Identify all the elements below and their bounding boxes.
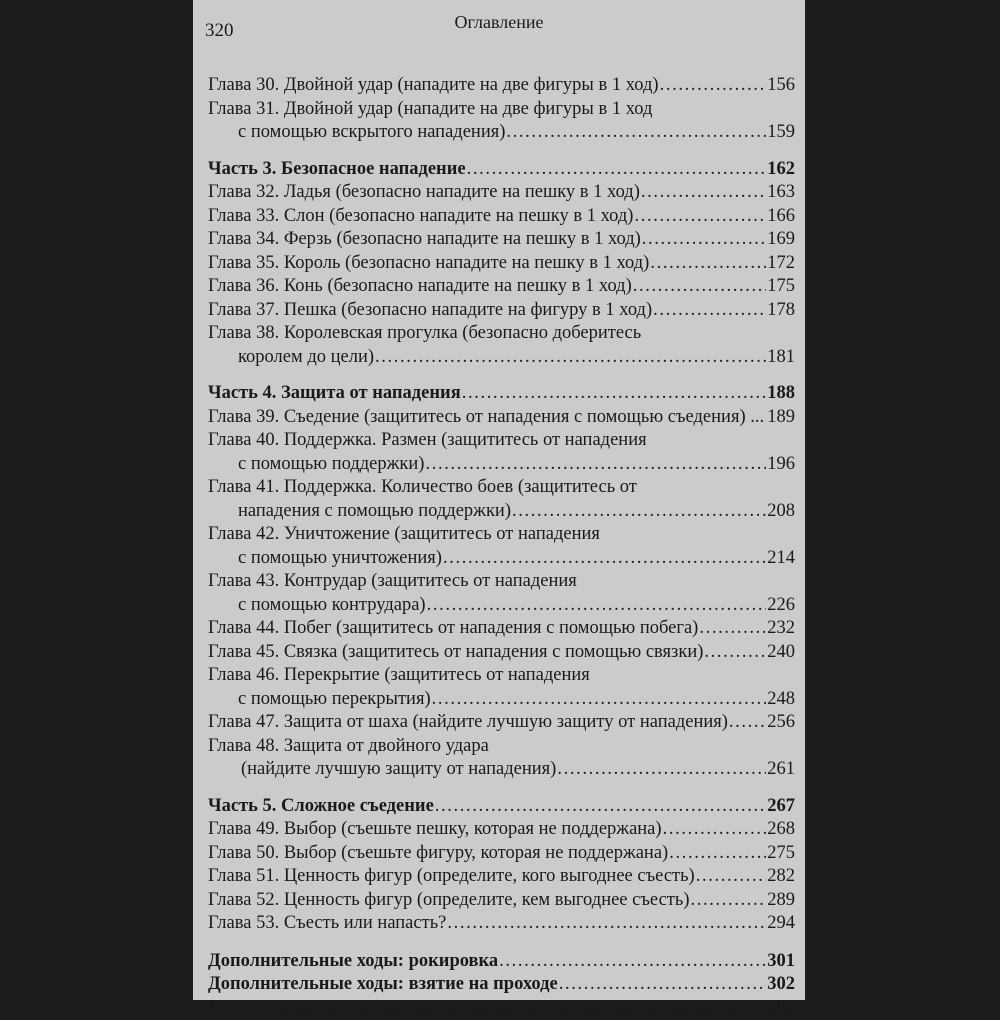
toc-entry-chapter-46-line1: Глава 46. Перекрытие (защититесь от нападения: [208, 664, 795, 688]
page-number: 320: [205, 20, 234, 42]
toc-entry-page: 162: [767, 158, 795, 182]
toc-entry-title: Глава 44. Побег (защититесь от нападения с помощью побега): [208, 617, 698, 641]
toc-entry-title: Глава 49. Выбор (съешьте пешку, которая не поддержана): [208, 818, 662, 842]
toc-entry-chapter-33: [208, 205, 795, 229]
toc-entry-chapter-49: [208, 818, 795, 842]
toc-part-title: Дополнительные ходы: взятие на проходе: [208, 973, 558, 997]
toc-entry-chapter-45: [208, 641, 795, 665]
dot-leader: [512, 500, 766, 524]
toc-entry-title: королем до цели): [238, 346, 374, 370]
toc-entry-page: 188: [767, 382, 795, 406]
toc-entry-page: 175: [767, 275, 795, 299]
toc-entry-title: с помощью перекрытия): [238, 688, 431, 712]
toc-entry-page: 214: [767, 547, 795, 571]
dot-leader: [663, 818, 767, 842]
toc-entry-chapter-43-line1: Глава 43. Контрудар (защититесь от нападения: [208, 570, 795, 594]
toc-entry-page: 294: [767, 912, 795, 936]
toc-entry-chapter-34: [208, 228, 795, 252]
toc-entry-page: 208: [767, 500, 795, 524]
toc-entry-page: 240: [767, 641, 795, 665]
dot-leader: [642, 228, 766, 252]
dot-leader: [557, 758, 766, 782]
dot-leader: [704, 641, 766, 665]
toc-entry-page: 232: [767, 617, 795, 641]
dot-leader: [690, 889, 766, 913]
toc-entry-chapter-42: [208, 547, 795, 571]
toc-entry-chapter-36: [208, 275, 795, 299]
toc-entry-page: 169: [767, 228, 795, 252]
dot-leader: [375, 346, 766, 370]
toc-entry-title: Глава 32. Ладья (безопасно нападите на пешку в 1 ход): [208, 181, 640, 205]
toc-part-5: [208, 795, 795, 819]
toc-entry-chapter-31: [208, 121, 795, 145]
toc-entry-page: 178: [767, 299, 795, 323]
toc-entry-page: 189: [767, 406, 795, 430]
toc-entry-chapter-51: [208, 865, 795, 889]
toc-entry-title: Глава 39. Съедение (защититесь от нападения с помощью съедения) ...: [208, 406, 764, 430]
toc-entry-page: 181: [767, 346, 795, 370]
toc-part-title: Часть 5. Сложное съедение: [208, 795, 434, 819]
dot-leader: [669, 842, 766, 866]
toc-entry-chapter-35: [208, 252, 795, 276]
toc-part-3: [208, 158, 795, 182]
dot-leader: [462, 382, 767, 406]
dot-leader: [633, 275, 767, 299]
toc-solutions: [208, 997, 795, 1020]
toc-entry-chapter-48-line1: Глава 48. Защита от двойного удара: [208, 735, 795, 759]
page-header: [193, 18, 805, 38]
toc-entry-page: 301: [767, 950, 795, 974]
toc-entry-page: 172: [767, 252, 795, 276]
toc-entry-chapter-42-line1: Глава 42. Уничтожение (защититесь от нападения: [208, 523, 795, 547]
toc-entry-title: Глава 37. Пешка (безопасно нападите на фигуру в 1 ход): [208, 299, 652, 323]
toc-entry-title: Глава 30. Двойной удар (нападите на две фигуры в 1 ход): [208, 74, 659, 98]
dot-leader: [432, 688, 767, 712]
toc-entry-title: Глава 53. Съесть или напасть?: [208, 912, 446, 936]
toc-entry-chapter-40-line1: Глава 40. Поддержка. Размен (защититесь от нападения: [208, 429, 795, 453]
toc-entry-page: 226: [767, 594, 795, 618]
toc-entry-title: с помощью поддержки): [238, 453, 424, 477]
toc-entry-title: Глава 52. Ценность фигур (определите, кем выгоднее съесть): [208, 889, 689, 913]
toc-entry-chapter-44: [208, 617, 795, 641]
toc-entry-page: 267: [767, 795, 795, 819]
toc-entry-chapter-41-line1: Глава 41. Поддержка. Количество боев (защититесь от: [208, 476, 795, 500]
toc-entry-page: 159: [767, 121, 795, 145]
toc-entry-chapter-43: [208, 594, 795, 618]
running-title: Оглавление: [193, 12, 805, 33]
toc-entry-title: Глава 50. Выбор (съешьте фигуру, которая не поддержана): [208, 842, 668, 866]
toc-entry-title: Глава 51. Ценность фигур (определите, кого выгоднее съесть): [208, 865, 695, 889]
toc-entry-page: 248: [767, 688, 795, 712]
dot-leader: [696, 865, 767, 889]
toc-part-title: Дополнительные ходы: рокировка: [208, 950, 498, 974]
dot-leader: [650, 252, 766, 276]
toc-entry-chapter-41: [208, 500, 795, 524]
toc-entry-page: 261: [767, 758, 795, 782]
toc-entry-page: 166: [767, 205, 795, 229]
toc-entry-title: нападения с помощью поддержки): [238, 500, 511, 524]
dot-leader: [653, 299, 766, 323]
toc-entry-title: Глава 47. Защита от шаха (найдите лучшую защиту от нападения): [208, 711, 728, 735]
dot-leader: [634, 205, 766, 229]
dot-leader: [699, 617, 766, 641]
toc-entry-chapter-53: [208, 912, 795, 936]
toc-entry-title: с помощью вскрытого нападения): [238, 121, 505, 145]
toc-entry-chapter-52: [208, 889, 795, 913]
toc-entry-chapter-40: [208, 453, 795, 477]
dot-leader: [467, 158, 767, 182]
toc-entry-title: с помощью уничтожения): [238, 547, 442, 571]
dot-leader: [660, 74, 767, 98]
dot-leader: [283, 997, 766, 1020]
toc-entry-chapter-46: [208, 688, 795, 712]
dot-leader: [559, 973, 767, 997]
toc-entry-chapter-39: [208, 406, 795, 430]
toc-entry-title: Глава 33. Слон (безопасно нападите на пешку в 1 ход): [208, 205, 633, 229]
toc-part-title: Часть 4. Защита от нападения: [208, 382, 461, 406]
toc-entry-page: 302: [767, 973, 795, 997]
toc-entry-chapter-48: [208, 758, 795, 782]
dot-leader: [506, 121, 766, 145]
dot-leader: [435, 795, 766, 819]
toc-entry-chapter-50: [208, 842, 795, 866]
toc-entry-page: 275: [767, 842, 795, 866]
toc-entry-page: 196: [767, 453, 795, 477]
toc-entry-chapter-38-line1: Глава 38. Королевская прогулка (безопасно доберитесь: [208, 322, 795, 346]
dot-leader: [499, 950, 766, 974]
toc-part-title: Решения: [208, 997, 282, 1020]
dot-leader: [641, 181, 766, 205]
toc-entry-page: 156: [767, 74, 795, 98]
dot-leader: [729, 711, 766, 735]
toc-entry-chapter-37: [208, 299, 795, 323]
toc-entry-chapter-30: [208, 74, 795, 98]
toc-extra-en-passant: [208, 973, 795, 997]
toc-entry-chapter-47: [208, 711, 795, 735]
toc-entry-title: (найдите лучшую защиту от нападения): [241, 758, 556, 782]
toc-entry-chapter-38: [208, 346, 795, 370]
toc-entry-title: Глава 35. Король (безопасно нападите на пешку в 1 ход): [208, 252, 649, 276]
toc-entry-title: с помощью контрудара): [238, 594, 426, 618]
toc-part-title: Часть 3. Безопасное нападение: [208, 158, 466, 182]
dot-leader: [427, 594, 767, 618]
dot-leader: [447, 912, 766, 936]
toc-extra-castling: [208, 950, 795, 974]
toc-entry-title: Глава 45. Связка (защититесь от нападения с помощью связки): [208, 641, 703, 665]
toc-entry-page: 268: [767, 818, 795, 842]
dot-leader: [425, 453, 766, 477]
toc-part-4: [208, 382, 795, 406]
toc-entry-chapter-32: [208, 181, 795, 205]
toc-entry-page: 163: [767, 181, 795, 205]
toc-entry-page: 282: [767, 865, 795, 889]
toc-entry-page: 303: [767, 997, 795, 1020]
toc-entry-page: 289: [767, 889, 795, 913]
book-page: [193, 0, 805, 1000]
dot-leader: [443, 547, 766, 571]
toc-entry-title: Глава 34. Ферзь (безопасно нападите на пешку в 1 ход): [208, 228, 641, 252]
toc-entry-chapter-31-line1: Глава 31. Двойной удар (нападите на две фигуры в 1 ход: [208, 98, 795, 122]
toc-entry-page: 256: [767, 711, 795, 735]
toc-entry-title: Глава 36. Конь (безопасно нападите на пешку в 1 ход): [208, 275, 632, 299]
table-of-contents: [208, 74, 795, 1020]
